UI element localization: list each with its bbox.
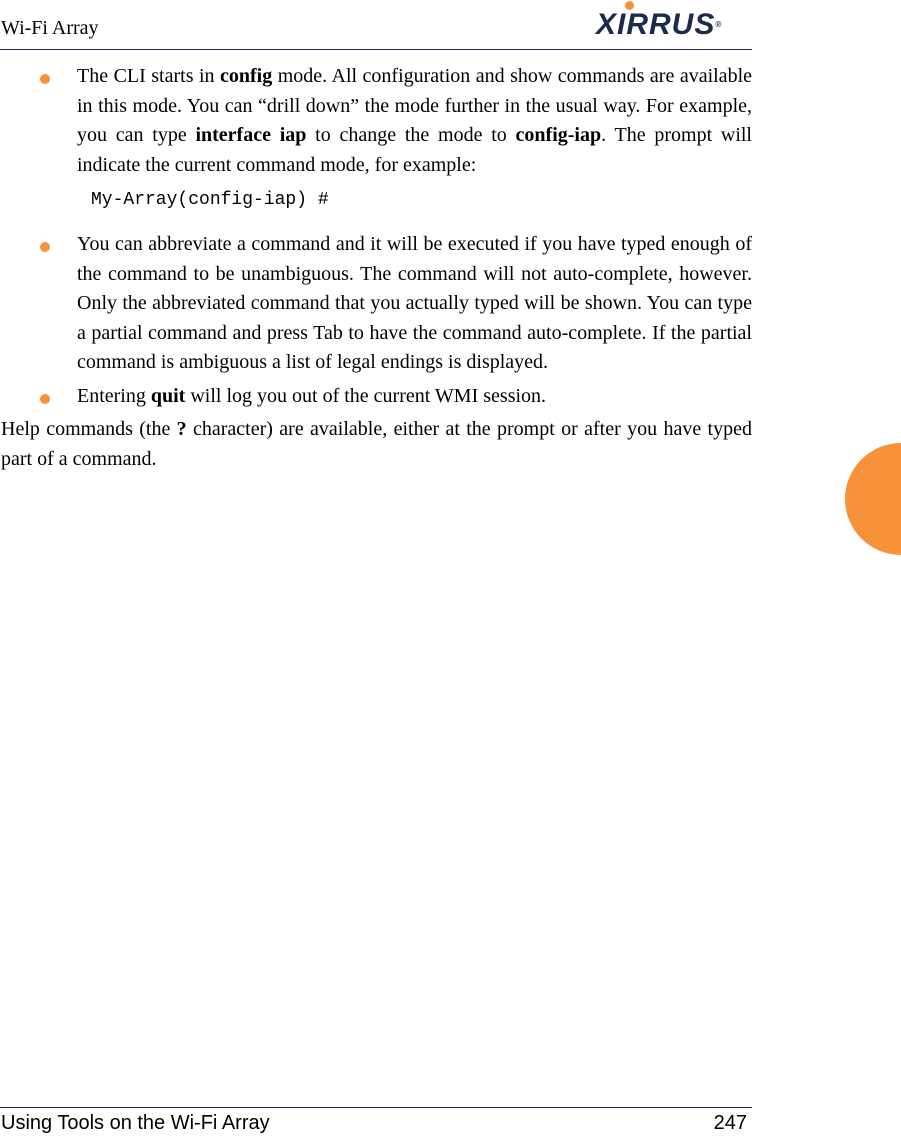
- text-run: will log you out of the current WMI session.: [185, 384, 547, 407]
- logo-text: XIRRUS: [596, 8, 716, 41]
- page-body: [0, 62, 752, 474]
- text-run: The CLI starts in: [77, 65, 220, 87]
- bold-run: config-iap: [515, 124, 602, 146]
- list-item: [0, 382, 752, 412]
- text-run: to change the mode to: [306, 124, 516, 146]
- body-paragraph: [0, 415, 752, 474]
- bullet-text: [77, 65, 752, 176]
- logo-registered-mark: ®: [715, 20, 723, 29]
- bold-run: quit: [150, 384, 186, 407]
- bullet-icon: [40, 242, 50, 252]
- list-item: [0, 62, 752, 180]
- bullet-icon: [40, 394, 50, 404]
- bullet-icon: [40, 74, 50, 84]
- text-run: Entering: [77, 384, 151, 407]
- footer-section-title: Using Tools on the Wi-Fi Array: [1, 1112, 270, 1134]
- page-footer: [0, 1107, 752, 1134]
- list-item: [0, 230, 752, 378]
- bold-run: ?: [176, 418, 187, 440]
- bold-run: interface iap: [195, 124, 307, 146]
- bullet-text: You can abbreviate a command and it will be executed if you have typed enough of the command to be unambiguous. The command will not auto-complete, however. Only the abbreviated command that you actually typed will be shown. You can type a partial command and press Tab to have the command auto-complete. If the partial command is ambiguous a list of legal endings is displayed.: [77, 233, 752, 373]
- bullet-text: [77, 385, 546, 407]
- text-run: mode. All configuration and show commands are available in this mode. You can “drill down” the mode further in the usual way. For example, you can type: [77, 65, 752, 146]
- code-example: My-Array(config-iap) #: [91, 190, 329, 210]
- chapter-tab-marker: [845, 443, 901, 555]
- bold-run: config: [220, 65, 273, 87]
- text-run: . The prompt will indicate the current command mode, for example:: [77, 124, 752, 176]
- xirrus-logo: [596, 10, 722, 40]
- running-header-title: Wi-Fi Array: [1, 17, 99, 39]
- text-run: character) are available, either at the prompt or after you have typed part of a command.: [1, 418, 752, 470]
- text-run: Help commands (the: [1, 418, 177, 440]
- page-number: 247: [713, 1112, 747, 1134]
